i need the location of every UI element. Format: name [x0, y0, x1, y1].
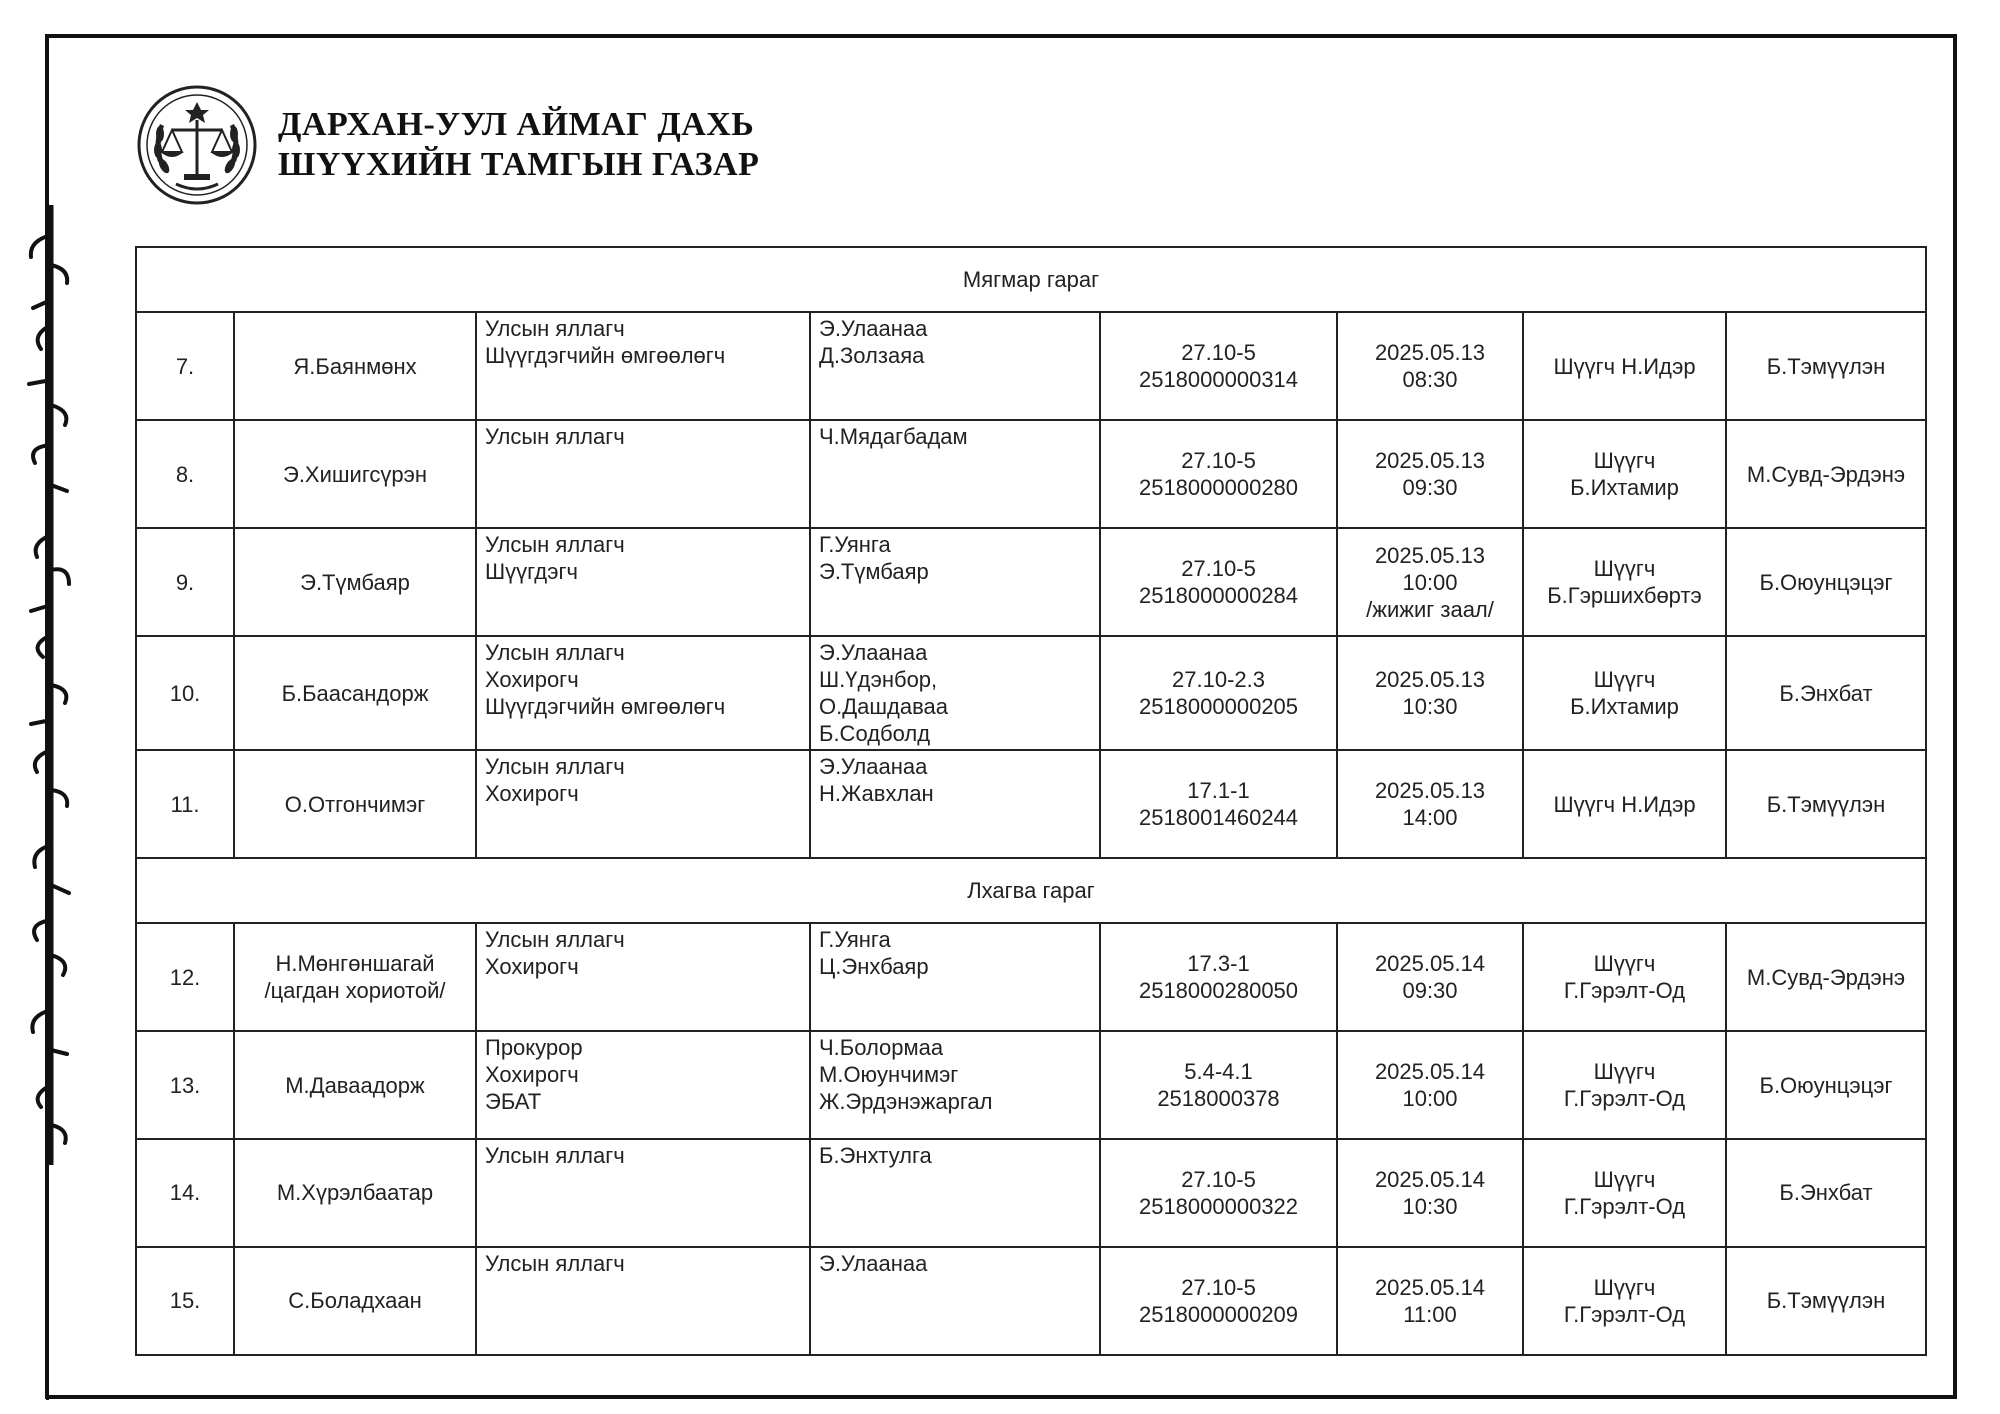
- row-number-text: 8.: [175, 461, 195, 487]
- hearing-datetime: [1337, 1247, 1523, 1355]
- party-role: Улсын яллагч: [485, 1143, 625, 1169]
- party-person: О.Дашдаваа: [819, 693, 948, 719]
- row-number-text: 11.: [170, 791, 200, 817]
- party-person: Ц.Энхбаяр: [819, 954, 929, 980]
- org-name-line2: ШҮҮХИЙН ТАМГЫН ГАЗАР: [278, 146, 760, 183]
- side-rule-top: [46, 34, 49, 204]
- clerk-name: Б.Оюунцэцэг: [1759, 1072, 1893, 1098]
- side-rule-bottom: [46, 1160, 49, 1400]
- clerk: [1726, 750, 1926, 858]
- defendant-name: [234, 420, 476, 528]
- defendant-name: [234, 750, 476, 858]
- article-number: 27.10-5: [1181, 1166, 1256, 1192]
- hearing-date: 2025.05.14: [1374, 951, 1486, 977]
- party-persons: [810, 923, 1100, 1031]
- defendant-name-text: М.Хүрэлбаатар: [276, 1180, 434, 1206]
- hearing-datetime: [1337, 1139, 1523, 1247]
- case-number: 2518000000284: [1138, 583, 1299, 609]
- case-number: 2518001460244: [1138, 805, 1299, 830]
- article-number: 5.4-4.1: [1184, 1059, 1253, 1085]
- clerk-name: Б.Тэмүүлэн: [1766, 353, 1886, 379]
- judge: [1523, 312, 1726, 420]
- judge: [1523, 528, 1726, 636]
- clerk: [1726, 312, 1926, 420]
- row-number-text: 7.: [175, 353, 195, 379]
- table-row: [136, 923, 1926, 1031]
- judge-name: Шүүгч: [1593, 1274, 1656, 1300]
- judge: [1523, 923, 1726, 1031]
- row-number-text: 15.: [169, 1288, 201, 1314]
- clerk: [1726, 1031, 1926, 1139]
- case-number: 2518000000205: [1138, 694, 1299, 719]
- clerk: [1726, 420, 1926, 528]
- document-header: [136, 80, 759, 210]
- case-reference: [1100, 636, 1337, 750]
- party-persons: [810, 1031, 1100, 1139]
- party-role: Хохирогч: [485, 666, 579, 692]
- clerk-name: Б.Энхбат: [1779, 680, 1873, 706]
- table-row: [136, 750, 1926, 858]
- case-reference: [1100, 1031, 1337, 1139]
- judge: [1523, 750, 1726, 858]
- hearing-time: 09:30: [1402, 978, 1458, 1004]
- row-number: [136, 312, 234, 420]
- party-person: Д.Золзаяа: [819, 343, 925, 369]
- hearing-time: 10:30: [1402, 694, 1458, 719]
- judge-name: Шүүгч: [1593, 1166, 1656, 1192]
- party-persons: [810, 312, 1100, 420]
- vertical-mongolian-script: [6, 205, 86, 1165]
- judge-name: Б.Ихтамир: [1570, 475, 1679, 501]
- hearing-datetime: [1337, 420, 1523, 528]
- table-row: [136, 528, 1926, 636]
- hearing-date: 2025.05.13: [1374, 340, 1486, 366]
- party-role: Улсын яллагч: [485, 532, 625, 558]
- row-number: [136, 1247, 234, 1355]
- clerk: [1726, 923, 1926, 1031]
- party-role: Улсын яллагч: [485, 639, 625, 665]
- article-number: 27.10-5: [1181, 1274, 1256, 1300]
- hearing-date: 2025.05.14: [1374, 1059, 1486, 1085]
- case-number: 2518000280050: [1138, 978, 1299, 1004]
- clerk-name: Б.Энхбат: [1779, 1180, 1873, 1206]
- clerk: [1726, 1139, 1926, 1247]
- article-number: 17.3-1: [1187, 951, 1250, 977]
- table-row: [136, 312, 1926, 420]
- defendant-name: [234, 636, 476, 750]
- party-roles: [476, 923, 810, 1031]
- case-number: 2518000000314: [1138, 367, 1299, 393]
- row-number-text: 12.: [169, 964, 201, 990]
- case-reference: [1100, 312, 1337, 420]
- judge-name: Шүүгч: [1593, 951, 1656, 977]
- party-roles: [476, 528, 810, 636]
- party-role: Улсын яллагч: [485, 316, 625, 342]
- party-person: Э.Улаанаа: [819, 316, 928, 342]
- judge-name: Шүүгч: [1593, 556, 1656, 582]
- party-person: Э.Түмбаяр: [819, 559, 929, 585]
- party-role: Улсын яллагч: [485, 927, 625, 953]
- clerk: [1726, 1247, 1926, 1355]
- party-persons: [810, 1247, 1100, 1355]
- party-person: Ж.Эрдэнэжаргал: [819, 1089, 993, 1115]
- party-role: Улсын яллагч: [485, 1250, 625, 1276]
- case-reference: [1100, 1139, 1337, 1247]
- judge-name: Г.Гэрэлт-Од: [1563, 978, 1686, 1004]
- party-role: Хохирогч: [485, 954, 579, 980]
- hearing-date: 2025.05.14: [1374, 1274, 1486, 1300]
- hearing-date: 2025.05.13: [1374, 448, 1486, 474]
- defendant-name: [234, 923, 476, 1031]
- defendant-name-text: О.Отгончимэг: [284, 791, 426, 817]
- row-number: [136, 923, 234, 1031]
- hearing-datetime: [1337, 636, 1523, 750]
- defendant-name-text: М.Даваадорж: [285, 1072, 425, 1098]
- case-reference: [1100, 420, 1337, 528]
- hearing-datetime: [1337, 312, 1523, 420]
- party-role: Хохирогч: [485, 1062, 579, 1088]
- party-roles: [476, 1247, 810, 1355]
- hearing-datetime: [1337, 923, 1523, 1031]
- party-person: М.Оюунчимэг: [819, 1062, 959, 1088]
- defendant-name-text: Э.Хишигсүрэн: [283, 461, 427, 487]
- party-role: Прокурор: [485, 1035, 583, 1061]
- party-role: Шүүгдэгчийн өмгөөлөгч: [485, 343, 726, 369]
- case-number: 2518000378: [1157, 1086, 1280, 1112]
- row-number-text: 14.: [169, 1180, 201, 1206]
- party-role: Хохирогч: [485, 781, 579, 807]
- clerk-name: Б.Оюунцэцэг: [1759, 569, 1893, 595]
- party-roles: [476, 420, 810, 528]
- hearing-date: 2025.05.13: [1374, 667, 1486, 692]
- hearing-date: 2025.05.13: [1374, 778, 1486, 803]
- table-row: [136, 1247, 1926, 1355]
- party-person: Г.Уянга: [819, 532, 891, 558]
- case-reference: [1100, 528, 1337, 636]
- defendant-name-text: Н.Мөнгөншагай: [275, 951, 435, 977]
- article-number: 17.1-1: [1187, 778, 1250, 803]
- party-roles: [476, 312, 810, 420]
- hearing-schedule-table: [135, 246, 1927, 1356]
- day-heading: Мягмар гараг: [136, 247, 1926, 312]
- table-row: [136, 420, 1926, 528]
- day-header-row: [136, 858, 1926, 923]
- party-person: Г.Уянга: [819, 927, 891, 953]
- party-person: Н.Жавхлан: [819, 781, 934, 807]
- defendant-name: [234, 312, 476, 420]
- defendant-name: [234, 1031, 476, 1139]
- day-heading: Лхагва гараг: [136, 858, 1926, 923]
- detention-note: /цагдан хориотой/: [264, 978, 446, 1004]
- party-role: ЭБАТ: [485, 1089, 542, 1115]
- judge: [1523, 420, 1726, 528]
- party-persons: [810, 636, 1100, 750]
- judge-name: Шүүгч Н.Идэр: [1553, 353, 1696, 379]
- judge-name: Г.Гэрэлт-Од: [1563, 1193, 1686, 1219]
- court-emblem-icon: [136, 84, 258, 206]
- party-roles: [476, 1139, 810, 1247]
- hearing-time: 10:30: [1402, 1193, 1458, 1219]
- party-roles: [476, 1031, 810, 1139]
- party-role: Шүүгдэгч: [485, 559, 578, 585]
- row-number: [136, 420, 234, 528]
- case-reference: [1100, 1247, 1337, 1355]
- article-number: 27.10-5: [1181, 448, 1256, 474]
- party-roles: [476, 750, 810, 858]
- hearing-room: /жижиг заал/: [1366, 596, 1494, 622]
- hearing-time: 10:00: [1402, 569, 1458, 595]
- case-number: 2518000000280: [1138, 475, 1299, 501]
- clerk-name: Б.Тэмүүлэн: [1766, 1288, 1886, 1314]
- row-number: [136, 750, 234, 858]
- party-role: Улсын яллагч: [485, 754, 625, 780]
- row-number-text: 9.: [175, 569, 195, 595]
- hearing-date: 2025.05.13: [1374, 542, 1486, 568]
- table-row: [136, 636, 1926, 750]
- clerk: [1726, 528, 1926, 636]
- table-row: [136, 1031, 1926, 1139]
- party-person: Ш.Үдэнбор,: [819, 666, 938, 692]
- org-name-line1: ДАРХАН-УУЛ АЙМАГ ДАХЬ: [278, 106, 755, 143]
- hearing-time: 11:00: [1403, 1301, 1457, 1327]
- row-number: [136, 1031, 234, 1139]
- defendant-name: [234, 528, 476, 636]
- judge-name: Шүүгч: [1593, 448, 1656, 474]
- article-number: 27.10-5: [1181, 556, 1256, 582]
- day-header-row: [136, 247, 1926, 312]
- case-number: 2518000000209: [1138, 1301, 1299, 1327]
- row-number: [136, 528, 234, 636]
- party-persons: [810, 528, 1100, 636]
- clerk-name: М.Сувд-Эрдэнэ: [1746, 461, 1906, 487]
- judge-name: Б.Ихтамир: [1570, 694, 1679, 719]
- party-roles: [476, 636, 810, 750]
- party-persons: [810, 750, 1100, 858]
- judge-name: Б.Гэршихбөртэ: [1547, 583, 1702, 609]
- party-role: Шүүгдэгчийн өмгөөлөгч: [485, 693, 726, 719]
- hearing-time: 08:30: [1402, 367, 1458, 393]
- defendant-name-text: С.Боладхаан: [288, 1288, 422, 1314]
- party-person: Ч.Мядагбадам: [819, 424, 968, 450]
- party-persons: [810, 1139, 1100, 1247]
- hearing-datetime: [1337, 528, 1523, 636]
- row-number-text: 13.: [169, 1072, 201, 1098]
- party-person: Э.Улаанаа: [819, 754, 928, 780]
- row-number: [136, 1139, 234, 1247]
- defendant-name: [234, 1139, 476, 1247]
- judge-name: Шүүгч Н.Идэр: [1553, 791, 1696, 817]
- hearing-time: 10:00: [1402, 1086, 1458, 1112]
- case-reference: [1100, 923, 1337, 1031]
- judge-name: Шүүгч: [1593, 1059, 1656, 1085]
- case-reference: [1100, 750, 1337, 858]
- party-person: Э.Улаанаа: [819, 639, 928, 665]
- judge: [1523, 636, 1726, 750]
- hearing-time: 14:00: [1402, 805, 1458, 830]
- party-persons: [810, 420, 1100, 528]
- judge-name: Шүүгч: [1593, 667, 1656, 692]
- clerk: [1726, 636, 1926, 750]
- defendant-name-text: Б.Баасандорж: [281, 680, 429, 706]
- party-person: Ч.Болормаа: [819, 1035, 944, 1061]
- defendant-name-text: Э.Түмбаяр: [300, 569, 410, 595]
- party-person: Б.Содболд: [819, 720, 931, 746]
- judge: [1523, 1139, 1726, 1247]
- hearing-time: 09:30: [1402, 475, 1458, 501]
- judge: [1523, 1031, 1726, 1139]
- judge-name: Г.Гэрэлт-Од: [1563, 1086, 1686, 1112]
- party-role: Улсын яллагч: [485, 424, 625, 450]
- case-number: 2518000000322: [1138, 1193, 1299, 1219]
- table-row: [136, 1139, 1926, 1247]
- row-number-text: 10.: [169, 680, 201, 706]
- party-person: Э.Улаанаа: [819, 1250, 928, 1276]
- clerk-name: Б.Тэмүүлэн: [1766, 791, 1886, 817]
- defendant-name-text: Я.Баянмөнх: [293, 353, 417, 379]
- clerk-name: М.Сувд-Эрдэнэ: [1746, 964, 1906, 990]
- article-number: 27.10-2.3: [1172, 667, 1265, 692]
- hearing-datetime: [1337, 750, 1523, 858]
- article-number: 27.10-5: [1181, 340, 1256, 366]
- hearing-date: 2025.05.14: [1374, 1166, 1486, 1192]
- judge-name: Г.Гэрэлт-Од: [1563, 1301, 1686, 1327]
- hearing-datetime: [1337, 1031, 1523, 1139]
- judge: [1523, 1247, 1726, 1355]
- defendant-name: [234, 1247, 476, 1355]
- party-person: Б.Энхтулга: [819, 1143, 932, 1169]
- row-number: [136, 636, 234, 750]
